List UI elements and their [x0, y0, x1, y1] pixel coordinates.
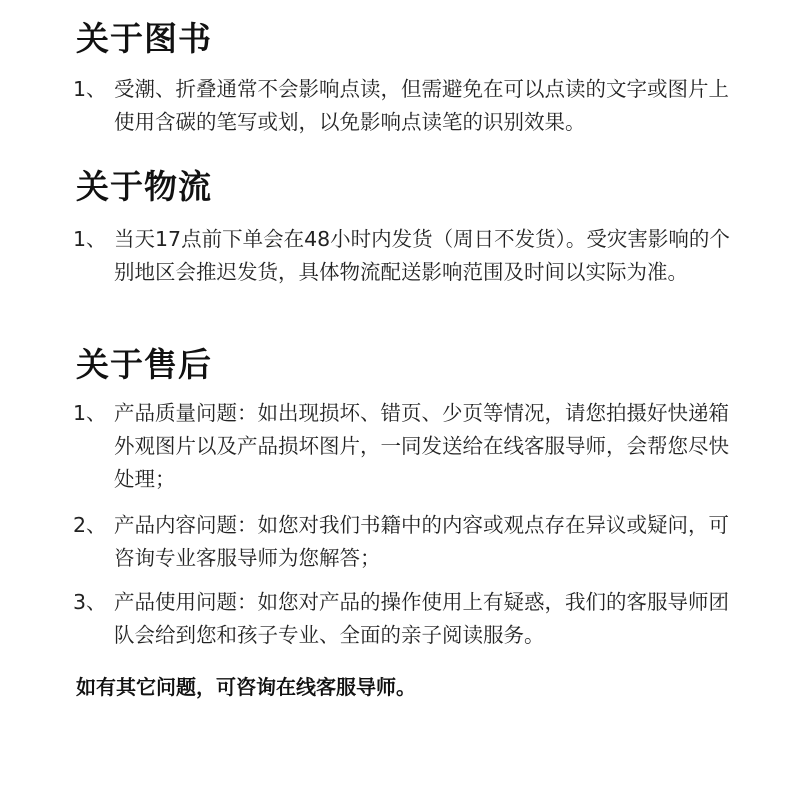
item-text: 当天17点前下单会在48小时内发货（周日不发货）。受灾害影响的个别地区会推迟发货，具体物流配送影响范围及时间以实际为准。	[114, 227, 730, 284]
footer-note: 如有其它问题，可咨询在线客服导师。	[76, 675, 416, 699]
item-text: 产品内容问题：如您对我们书籍中的内容或观点存在异议或疑问，可咨询专业客服导师为您解答；	[114, 513, 729, 570]
section-title-logistics: 关于物流	[76, 167, 212, 206]
after-sales-item-2	[73, 509, 733, 575]
books-item-1	[73, 73, 733, 139]
section-title-books: 关于图书	[76, 19, 212, 58]
after-sales-item-3	[73, 586, 733, 652]
item-text: 产品使用问题：如您对产品的操作使用上有疑惑，我们的客服导师团队会给到您和孩子专业、全面的亲子阅读服务。	[114, 590, 729, 647]
item-number: 1、	[73, 77, 107, 101]
item-text: 受潮、折叠通常不会影响点读，但需避免在可以点读的文字或图片上使用含碳的笔写或划，以免影响点读笔的识别效果。	[114, 77, 729, 134]
logistics-item-1	[73, 223, 733, 289]
item-number: 1、	[73, 401, 107, 425]
after-sales-item-1	[73, 397, 733, 496]
item-number: 3、	[73, 590, 107, 614]
item-text: 产品质量问题：如出现损坏、错页、少页等情况，请您拍摄好快递箱外观图片以及产品损坏图片，一同发送给在线客服导师，会帮您尽快处理；	[114, 401, 729, 491]
item-number: 2、	[73, 513, 107, 537]
item-number: 1、	[73, 227, 107, 251]
section-title-after-sales: 关于售后	[76, 345, 212, 384]
